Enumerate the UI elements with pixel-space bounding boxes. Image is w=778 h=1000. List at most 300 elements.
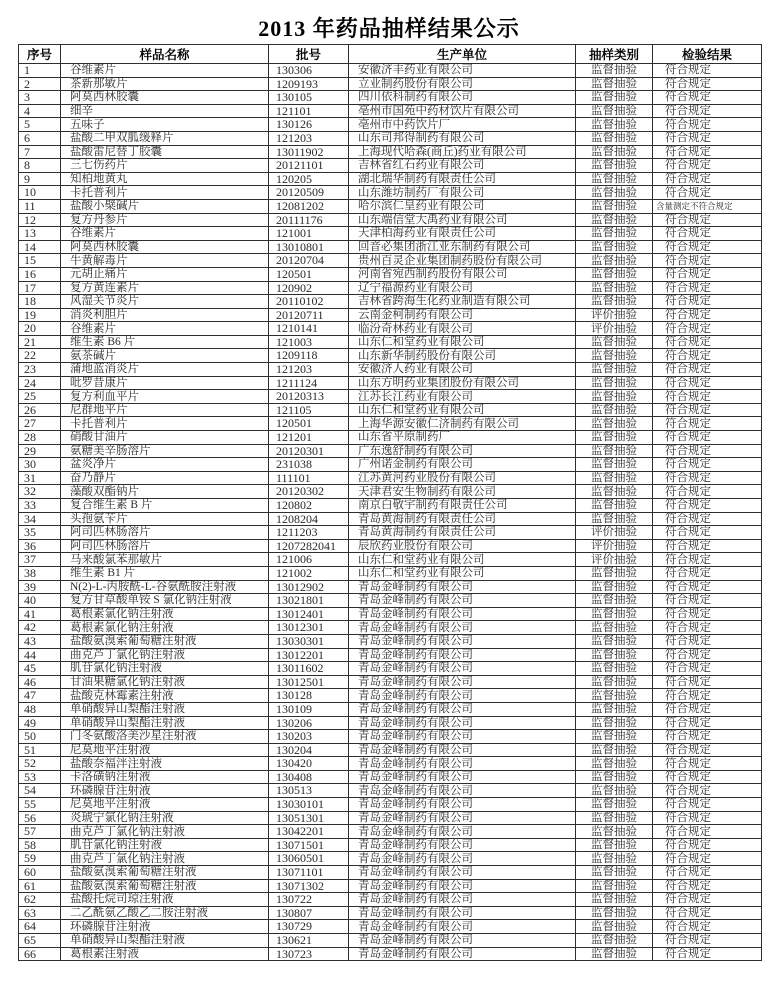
cell-inspection-result: 符合规定: [653, 159, 762, 173]
cell-manufacturer: 辰欣药业股份有限公司: [349, 539, 576, 553]
cell-serial-number: 30: [19, 458, 61, 472]
cell-serial-number: 28: [19, 431, 61, 445]
cell-sample-name: 二乙酰氨乙酸乙二胺注射液: [61, 906, 269, 920]
cell-sampling-type: 监督抽验: [576, 471, 653, 485]
table-row: [19, 866, 762, 880]
cell-manufacturer: 江苏长江药业有限公司: [349, 390, 576, 404]
cell-sampling-type: 监督抽验: [576, 159, 653, 173]
cell-inspection-result: 符合规定: [653, 906, 762, 920]
cell-manufacturer: 青岛黄海制药有限责任公司: [349, 512, 576, 526]
cell-inspection-result: 符合规定: [653, 267, 762, 281]
cell-manufacturer: 云南金柯制药有限公司: [349, 308, 576, 322]
cell-sampling-type: 评价抽验: [576, 553, 653, 567]
cell-sampling-type: 评价抽验: [576, 308, 653, 322]
cell-batch-number: 13042201: [269, 825, 349, 839]
cell-serial-number: 24: [19, 376, 61, 390]
cell-batch-number: 130420: [269, 757, 349, 771]
cell-inspection-result: 符合规定: [653, 566, 762, 580]
cell-sampling-type: 监督抽验: [576, 77, 653, 91]
cell-inspection-result: 符合规定: [653, 118, 762, 132]
cell-serial-number: 40: [19, 594, 61, 608]
cell-batch-number: 130729: [269, 920, 349, 934]
cell-sample-name: 单硝酸异山梨酯注射液: [61, 702, 269, 716]
cell-sample-name: 曲克芦丁氯化钠注射液: [61, 648, 269, 662]
table-row: [19, 104, 762, 118]
cell-inspection-result: 符合规定: [653, 240, 762, 254]
cell-sampling-type: 监督抽验: [576, 838, 653, 852]
cell-batch-number: 130723: [269, 947, 349, 961]
cell-sampling-type: 监督抽验: [576, 118, 653, 132]
cell-serial-number: 16: [19, 267, 61, 281]
cell-batch-number: 20120302: [269, 485, 349, 499]
cell-manufacturer: 回音必集团浙江亚东制药有限公司: [349, 240, 576, 254]
cell-inspection-result: 符合规定: [653, 607, 762, 621]
cell-sample-name: 葛根素氯化钠注射液: [61, 621, 269, 635]
table-row: [19, 390, 762, 404]
cell-serial-number: 21: [19, 335, 61, 349]
cell-batch-number: 130105: [269, 91, 349, 105]
cell-serial-number: 45: [19, 662, 61, 676]
cell-serial-number: 4: [19, 104, 61, 118]
table-row: [19, 662, 762, 676]
table-row: [19, 675, 762, 689]
table-row: [19, 281, 762, 295]
cell-batch-number: 120902: [269, 281, 349, 295]
cell-sample-name: 复方黄连素片: [61, 281, 269, 295]
cell-sample-name: 藻酸双酯钠片: [61, 485, 269, 499]
table-row: [19, 267, 762, 281]
cell-sample-name: 卡托普利片: [61, 186, 269, 200]
cell-serial-number: 61: [19, 879, 61, 893]
cell-sampling-type: 监督抽验: [576, 594, 653, 608]
results-table: [18, 44, 762, 961]
cell-manufacturer: 山东潍坊制药厂有限公司: [349, 186, 576, 200]
table-row: [19, 444, 762, 458]
table-row: [19, 240, 762, 254]
cell-manufacturer: 青岛黄海制药有限责任公司: [349, 526, 576, 540]
cell-batch-number: 121101: [269, 104, 349, 118]
cell-sample-name: 头孢氨苄片: [61, 512, 269, 526]
cell-sample-name: 盆炎净片: [61, 458, 269, 472]
cell-manufacturer: 亳州市国苑中药材饮片有限公司: [349, 104, 576, 118]
cell-serial-number: 55: [19, 798, 61, 812]
cell-manufacturer: 山东司邦得制药有限公司: [349, 131, 576, 145]
cell-serial-number: 10: [19, 186, 61, 200]
cell-sample-name: 复方利血平片: [61, 390, 269, 404]
cell-sample-name: 氨糖美辛肠溶片: [61, 444, 269, 458]
cell-sample-name: 盐酸小檗碱片: [61, 199, 269, 213]
cell-sample-name: 马来酸氯苯那敏片: [61, 553, 269, 567]
table-row: [19, 227, 762, 241]
cell-serial-number: 65: [19, 934, 61, 948]
cell-inspection-result: 符合规定: [653, 539, 762, 553]
cell-sample-name: 炎琥宁氯化钠注射液: [61, 811, 269, 825]
cell-sampling-type: 监督抽验: [576, 458, 653, 472]
cell-batch-number: 13071302: [269, 879, 349, 893]
cell-inspection-result: 符合规定: [653, 934, 762, 948]
cell-manufacturer: 广东逸舒制药有限公司: [349, 444, 576, 458]
cell-inspection-result: 符合规定: [653, 716, 762, 730]
cell-manufacturer: 青岛金峰制药有限公司: [349, 920, 576, 934]
cell-inspection-result: 符合规定: [653, 104, 762, 118]
cell-batch-number: 121002: [269, 566, 349, 580]
cell-sample-name: 风湿关节炎片: [61, 295, 269, 309]
cell-inspection-result: 含量测定不符合规定: [653, 199, 762, 213]
cell-manufacturer: 山东仁和堂药业有限公司: [349, 553, 576, 567]
cell-serial-number: 14: [19, 240, 61, 254]
cell-batch-number: 130621: [269, 934, 349, 948]
cell-inspection-result: 符合规定: [653, 145, 762, 159]
cell-batch-number: 120205: [269, 172, 349, 186]
cell-sample-name: 盐酸二甲双胍缓释片: [61, 131, 269, 145]
cell-manufacturer: 安徽济人药业有限公司: [349, 363, 576, 377]
cell-sampling-type: 监督抽验: [576, 64, 653, 78]
cell-inspection-result: 符合规定: [653, 947, 762, 961]
cell-batch-number: 121003: [269, 335, 349, 349]
cell-serial-number: 31: [19, 471, 61, 485]
cell-sampling-type: 监督抽验: [576, 621, 653, 635]
cell-batch-number: 1208204: [269, 512, 349, 526]
table-row: [19, 335, 762, 349]
cell-manufacturer: 青岛金峰制药有限公司: [349, 621, 576, 635]
cell-serial-number: 2: [19, 77, 61, 91]
cell-sampling-type: 监督抽验: [576, 811, 653, 825]
cell-sampling-type: 监督抽验: [576, 390, 653, 404]
cell-sample-name: 茶新那敏片: [61, 77, 269, 91]
cell-inspection-result: 符合规定: [653, 308, 762, 322]
header-row: [19, 45, 762, 64]
cell-batch-number: 13071501: [269, 838, 349, 852]
table-row: [19, 920, 762, 934]
cell-manufacturer: 青岛金峰制药有限公司: [349, 784, 576, 798]
table-row: [19, 295, 762, 309]
cell-sampling-type: 监督抽验: [576, 91, 653, 105]
cell-batch-number: 1210141: [269, 322, 349, 336]
table-row: [19, 526, 762, 540]
cell-inspection-result: 符合规定: [653, 689, 762, 703]
cell-batch-number: 20120301: [269, 444, 349, 458]
cell-inspection-result: 符合规定: [653, 594, 762, 608]
cell-manufacturer: 青岛金峰制药有限公司: [349, 607, 576, 621]
table-row: [19, 947, 762, 961]
cell-serial-number: 17: [19, 281, 61, 295]
cell-batch-number: 13012201: [269, 648, 349, 662]
cell-manufacturer: 山东省平原制药厂: [349, 431, 576, 445]
cell-serial-number: 58: [19, 838, 61, 852]
cell-sampling-type: 监督抽验: [576, 702, 653, 716]
table-row: [19, 499, 762, 513]
cell-sample-name: 肌苷氯化钠注射液: [61, 838, 269, 852]
table-row: [19, 770, 762, 784]
cell-manufacturer: 临汾奇林药业有限公司: [349, 322, 576, 336]
cell-sample-name: 硝酸甘油片: [61, 431, 269, 445]
cell-serial-number: 19: [19, 308, 61, 322]
cell-batch-number: 13071101: [269, 866, 349, 880]
cell-batch-number: 13030101: [269, 798, 349, 812]
cell-serial-number: 47: [19, 689, 61, 703]
cell-serial-number: 34: [19, 512, 61, 526]
cell-inspection-result: 符合规定: [653, 417, 762, 431]
cell-batch-number: 231038: [269, 458, 349, 472]
cell-inspection-result: 符合规定: [653, 471, 762, 485]
cell-sample-name: 葛根素氯化钠注射液: [61, 607, 269, 621]
cell-sampling-type: 监督抽验: [576, 906, 653, 920]
cell-manufacturer: 青岛金峰制药有限公司: [349, 594, 576, 608]
cell-inspection-result: 符合规定: [653, 390, 762, 404]
cell-manufacturer: 青岛金峰制药有限公司: [349, 689, 576, 703]
header-serial-number: 序号: [19, 45, 61, 64]
cell-manufacturer: 天津君安生物制药有限公司: [349, 485, 576, 499]
cell-manufacturer: 青岛金峰制药有限公司: [349, 879, 576, 893]
cell-manufacturer: 青岛金峰制药有限公司: [349, 730, 576, 744]
header-manufacturer: 生产单位: [349, 45, 576, 64]
table-row: [19, 254, 762, 268]
cell-serial-number: 66: [19, 947, 61, 961]
cell-inspection-result: 符合规定: [653, 757, 762, 771]
cell-sample-name: 阿莫西林胶囊: [61, 91, 269, 105]
cell-batch-number: 13021801: [269, 594, 349, 608]
cell-batch-number: 130206: [269, 716, 349, 730]
cell-sampling-type: 评价抽验: [576, 526, 653, 540]
cell-batch-number: 20111176: [269, 213, 349, 227]
cell-serial-number: 11: [19, 199, 61, 213]
header-sampling-type: 抽样类别: [576, 45, 653, 64]
cell-sampling-type: 监督抽验: [576, 730, 653, 744]
cell-serial-number: 51: [19, 743, 61, 757]
cell-batch-number: 130128: [269, 689, 349, 703]
table-row: [19, 757, 762, 771]
cell-sampling-type: 监督抽验: [576, 363, 653, 377]
table-row: [19, 702, 762, 716]
table-row: [19, 213, 762, 227]
cell-serial-number: 54: [19, 784, 61, 798]
cell-sample-name: 维生素 B6 片: [61, 335, 269, 349]
cell-sampling-type: 监督抽验: [576, 444, 653, 458]
cell-inspection-result: 符合规定: [653, 485, 762, 499]
cell-inspection-result: 符合规定: [653, 879, 762, 893]
cell-batch-number: 20120313: [269, 390, 349, 404]
cell-sampling-type: 监督抽验: [576, 866, 653, 880]
table-row: [19, 186, 762, 200]
cell-serial-number: 8: [19, 159, 61, 173]
cell-sampling-type: 监督抽验: [576, 512, 653, 526]
table-row: [19, 798, 762, 812]
cell-inspection-result: 符合规定: [653, 634, 762, 648]
cell-manufacturer: 四川依科制药有限公司: [349, 91, 576, 105]
header-sample-name: 样品名称: [61, 45, 269, 64]
cell-sample-name: 卡托普利片: [61, 417, 269, 431]
cell-manufacturer: 青岛金峰制药有限公司: [349, 866, 576, 880]
cell-inspection-result: 符合规定: [653, 431, 762, 445]
cell-manufacturer: 天津柏海药业有限责任公司: [349, 227, 576, 241]
cell-serial-number: 1: [19, 64, 61, 78]
cell-sample-name: 阿司匹林肠溶片: [61, 526, 269, 540]
cell-inspection-result: 符合规定: [653, 702, 762, 716]
cell-sample-name: 门冬氨酸洛美沙星注射液: [61, 730, 269, 744]
cell-manufacturer: 上海现代哈森(商丘)药业有限公司: [349, 145, 576, 159]
table-row: [19, 730, 762, 744]
table-row: [19, 131, 762, 145]
cell-manufacturer: 青岛金峰制药有限公司: [349, 825, 576, 839]
cell-batch-number: 121201: [269, 431, 349, 445]
cell-sampling-type: 监督抽验: [576, 634, 653, 648]
cell-batch-number: 130109: [269, 702, 349, 716]
table-row: [19, 553, 762, 567]
cell-serial-number: 59: [19, 852, 61, 866]
cell-sample-name: 环磷腺苷注射液: [61, 784, 269, 798]
cell-serial-number: 38: [19, 566, 61, 580]
cell-batch-number: 20120711: [269, 308, 349, 322]
cell-inspection-result: 符合规定: [653, 227, 762, 241]
cell-batch-number: 13030301: [269, 634, 349, 648]
table-row: [19, 648, 762, 662]
cell-serial-number: 12: [19, 213, 61, 227]
cell-sampling-type: 监督抽验: [576, 920, 653, 934]
page-title: 2013 年药品抽样结果公示: [258, 16, 520, 41]
table-row: [19, 363, 762, 377]
cell-batch-number: 13011902: [269, 145, 349, 159]
cell-manufacturer: 青岛金峰制药有限公司: [349, 838, 576, 852]
table-row: [19, 458, 762, 472]
cell-sample-name: 阿司匹林肠溶片: [61, 539, 269, 553]
cell-sampling-type: 监督抽验: [576, 825, 653, 839]
cell-serial-number: 49: [19, 716, 61, 730]
cell-manufacturer: 山东仁和堂药业有限公司: [349, 335, 576, 349]
cell-serial-number: 46: [19, 675, 61, 689]
cell-batch-number: 13012301: [269, 621, 349, 635]
cell-sampling-type: 监督抽验: [576, 648, 653, 662]
cell-manufacturer: 南京白敬宇制药有限责任公司: [349, 499, 576, 513]
cell-batch-number: 12081202: [269, 199, 349, 213]
cell-inspection-result: 符合规定: [653, 376, 762, 390]
cell-serial-number: 36: [19, 539, 61, 553]
cell-sampling-type: 监督抽验: [576, 349, 653, 363]
cell-batch-number: 20120509: [269, 186, 349, 200]
cell-manufacturer: 青岛金峰制药有限公司: [349, 798, 576, 812]
cell-batch-number: 13060501: [269, 852, 349, 866]
cell-sample-name: N(2)-L-丙胺酰-L-谷氨酰胺注射液: [61, 580, 269, 594]
cell-batch-number: 121203: [269, 131, 349, 145]
cell-batch-number: 20121101: [269, 159, 349, 173]
cell-sample-name: 三七伤药片: [61, 159, 269, 173]
cell-inspection-result: 符合规定: [653, 770, 762, 784]
cell-manufacturer: 青岛金峰制药有限公司: [349, 702, 576, 716]
cell-batch-number: 120501: [269, 267, 349, 281]
cell-manufacturer: 江苏黄河药业股份有限公司: [349, 471, 576, 485]
table-row: [19, 825, 762, 839]
cell-sampling-type: 监督抽验: [576, 757, 653, 771]
cell-sample-name: 五味子: [61, 118, 269, 132]
cell-sampling-type: 监督抽验: [576, 879, 653, 893]
cell-sample-name: 谷维素片: [61, 227, 269, 241]
cell-inspection-result: 符合规定: [653, 526, 762, 540]
cell-sampling-type: 监督抽验: [576, 240, 653, 254]
cell-batch-number: 130513: [269, 784, 349, 798]
cell-sampling-type: 监督抽验: [576, 947, 653, 961]
cell-inspection-result: 符合规定: [653, 254, 762, 268]
table-row: [19, 431, 762, 445]
cell-serial-number: 62: [19, 893, 61, 907]
cell-sampling-type: 监督抽验: [576, 104, 653, 118]
cell-sampling-type: 监督抽验: [576, 186, 653, 200]
table-row: [19, 906, 762, 920]
cell-inspection-result: 符合规定: [653, 838, 762, 852]
cell-batch-number: 121001: [269, 227, 349, 241]
cell-serial-number: 29: [19, 444, 61, 458]
cell-sample-name: 维生素 B1 片: [61, 566, 269, 580]
cell-sample-name: 复方丹参片: [61, 213, 269, 227]
cell-sampling-type: 监督抽验: [576, 267, 653, 281]
cell-sample-name: 盐酸克林霉素注射液: [61, 689, 269, 703]
cell-serial-number: 42: [19, 621, 61, 635]
cell-batch-number: 111101: [269, 471, 349, 485]
cell-sample-name: 盐酸氨溴索葡萄糖注射液: [61, 866, 269, 880]
cell-serial-number: 33: [19, 499, 61, 513]
cell-sampling-type: 监督抽验: [576, 227, 653, 241]
table-row: [19, 594, 762, 608]
cell-serial-number: 37: [19, 553, 61, 567]
table-row: [19, 403, 762, 417]
cell-manufacturer: 青岛金峰制药有限公司: [349, 893, 576, 907]
table-row: [19, 689, 762, 703]
cell-manufacturer: 辽宁福源药业有限公司: [349, 281, 576, 295]
cell-batch-number: 1211203: [269, 526, 349, 540]
cell-manufacturer: 哈尔滨仁皇药业有限公司: [349, 199, 576, 213]
cell-manufacturer: 青岛金峰制药有限公司: [349, 675, 576, 689]
cell-sample-name: 阿莫西林胶囊: [61, 240, 269, 254]
cell-batch-number: 13011602: [269, 662, 349, 676]
cell-sampling-type: 监督抽验: [576, 662, 653, 676]
cell-sample-name: 消炎利胆片: [61, 308, 269, 322]
cell-sample-name: 蒲地蓝消炎片: [61, 363, 269, 377]
table-row: [19, 376, 762, 390]
cell-serial-number: 3: [19, 91, 61, 105]
cell-batch-number: 1207282041: [269, 539, 349, 553]
table-row: [19, 512, 762, 526]
cell-batch-number: 130204: [269, 743, 349, 757]
cell-sampling-type: 监督抽验: [576, 295, 653, 309]
cell-sampling-type: 监督抽验: [576, 499, 653, 513]
cell-sample-name: 奋乃静片: [61, 471, 269, 485]
cell-batch-number: 1211124: [269, 376, 349, 390]
cell-sample-name: 尼群地平片: [61, 403, 269, 417]
cell-serial-number: 20: [19, 322, 61, 336]
table-row: [19, 634, 762, 648]
cell-inspection-result: 符合规定: [653, 648, 762, 662]
cell-manufacturer: 吉林省红石药业有限公司: [349, 159, 576, 173]
cell-inspection-result: 符合规定: [653, 77, 762, 91]
cell-inspection-result: 符合规定: [653, 662, 762, 676]
cell-sample-name: 曲克芦丁氯化钠注射液: [61, 825, 269, 839]
cell-sampling-type: 监督抽验: [576, 934, 653, 948]
cell-serial-number: 50: [19, 730, 61, 744]
cell-inspection-result: 符合规定: [653, 349, 762, 363]
table-row: [19, 580, 762, 594]
cell-serial-number: 60: [19, 866, 61, 880]
cell-sampling-type: 监督抽验: [576, 852, 653, 866]
table-row: [19, 91, 762, 105]
cell-serial-number: 15: [19, 254, 61, 268]
cell-serial-number: 26: [19, 403, 61, 417]
cell-serial-number: 32: [19, 485, 61, 499]
cell-serial-number: 7: [19, 145, 61, 159]
cell-batch-number: 13012501: [269, 675, 349, 689]
cell-manufacturer: 山东仁和堂药业有限公司: [349, 403, 576, 417]
cell-batch-number: 1209193: [269, 77, 349, 91]
cell-manufacturer: 山东端信堂大禹药业有限公司: [349, 213, 576, 227]
cell-inspection-result: 符合规定: [653, 186, 762, 200]
cell-sample-name: 谷维素片: [61, 64, 269, 78]
